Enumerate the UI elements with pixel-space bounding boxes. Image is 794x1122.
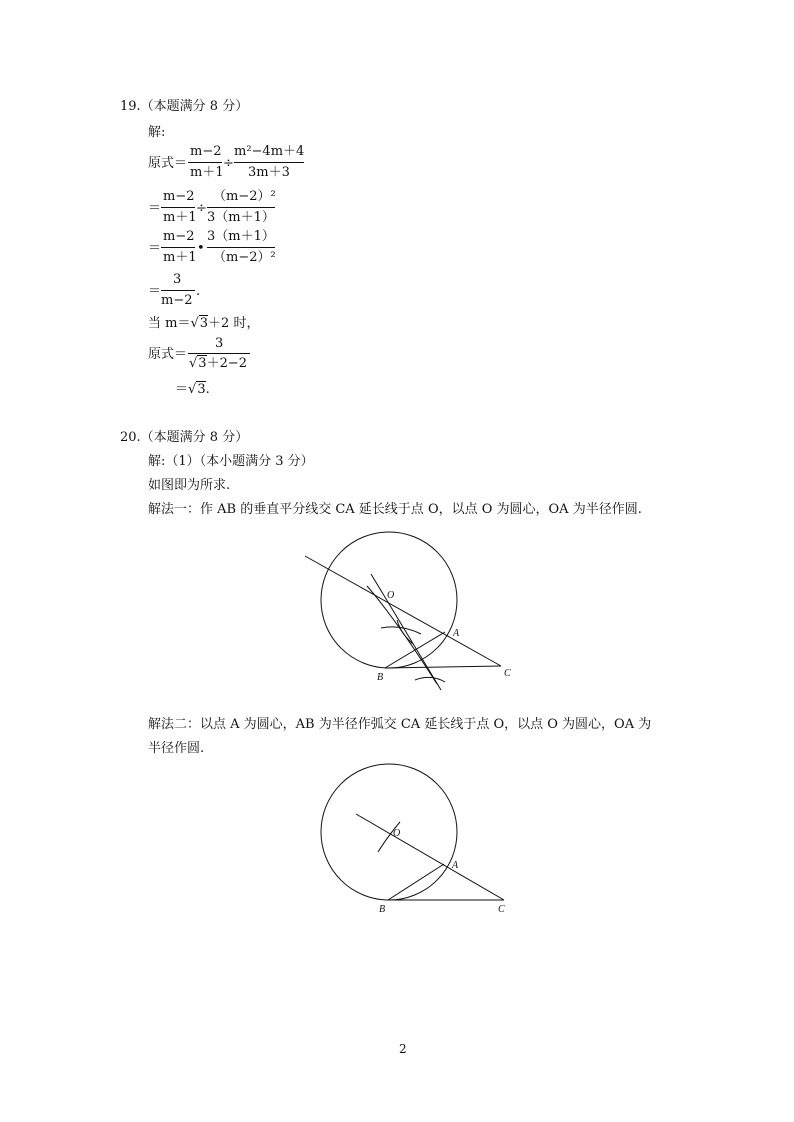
numerator: 3 (215, 336, 224, 351)
label-b: B (379, 904, 386, 915)
fraction (161, 273, 197, 309)
q20-as-shown: 如图即为所求. (148, 478, 231, 493)
sqrt (188, 383, 206, 396)
numerator: m²−4m＋4 (234, 144, 305, 159)
denominator-tail: ＋2−2 (206, 356, 248, 371)
multiply-operator: • (197, 241, 205, 256)
fraction-bar (207, 207, 275, 208)
label-a: A (452, 860, 459, 871)
fraction-bar (234, 162, 304, 163)
equals-sign: ＝ (148, 241, 162, 256)
numerator: m−2 (190, 144, 222, 159)
equals-sign: ＝ (148, 201, 162, 216)
circle-o (321, 764, 457, 900)
period: . (196, 284, 201, 299)
denominator: m＋1 (163, 210, 197, 225)
label-o: O (393, 828, 401, 839)
q20-part1-heading: 解:（1）（本小题满分 3 分） (148, 454, 314, 469)
fraction (188, 145, 224, 181)
fraction-bar (188, 353, 250, 354)
construction-figure-1 (295, 528, 525, 698)
divide-operator: ÷ (196, 201, 207, 216)
numerator: m−2 (163, 229, 195, 244)
label-c: C (498, 904, 505, 915)
line-ca-extended (356, 814, 504, 900)
denominator: m＋1 (190, 165, 224, 180)
denominator (189, 357, 247, 370)
fraction-bar (188, 162, 222, 163)
denominator: （m−2）² (213, 250, 276, 265)
q19-result (175, 383, 210, 396)
sqrt (189, 357, 207, 370)
fraction-bar (161, 290, 195, 291)
label-b: B (377, 672, 384, 683)
when-m-equals (148, 317, 259, 330)
radical-sign-icon: √ (188, 382, 197, 397)
sqrt (190, 317, 208, 330)
page-number: 2 (399, 1042, 407, 1056)
denominator: 3（m＋1） (207, 210, 275, 225)
q20-method2-line2: 半径作圆. (148, 741, 205, 756)
fraction-bar (161, 247, 195, 248)
fraction-bar (161, 207, 195, 208)
radical-sign-icon: √ (189, 356, 198, 371)
when-prefix: 当 m＝ (148, 316, 191, 331)
period: . (205, 382, 210, 397)
q19-heading: 19.（本题满分 8 分） (120, 99, 249, 114)
denominator: m−2 (161, 293, 193, 308)
radicand: 3 (197, 382, 206, 397)
fraction (207, 230, 277, 266)
equals-sign: ＝ (148, 284, 162, 299)
denominator: 3m＋3 (248, 165, 290, 180)
radicand: 3 (199, 316, 209, 331)
label-a: A (453, 628, 460, 639)
q19-jie: 解: (148, 125, 166, 140)
numerator: m−2 (163, 189, 195, 204)
numerator: （m−2）² (213, 189, 276, 204)
divide-operator: ÷ (223, 156, 234, 171)
construction-arc (415, 677, 445, 682)
fraction (161, 230, 197, 266)
numerator: 3（m＋1） (207, 229, 275, 244)
q19-original-label-2: 原式＝ (148, 347, 188, 362)
q20-method2-line1: 解法二：以点 A 为圆心，AB 为半径作弧交 CA 延长线于点 O，以点 O 为圆心，OA 为 (148, 717, 652, 732)
fraction-bar (207, 247, 275, 248)
q20-method1: 解法一：作 AB 的垂直平分线交 CA 延长线于点 O，以点 O 为圆心，OA 为半径作圆. (148, 502, 642, 517)
fraction (234, 145, 306, 181)
label-c: C (504, 668, 511, 679)
fraction (188, 337, 252, 373)
denominator: m＋1 (163, 250, 197, 265)
line-ca-extended (305, 556, 501, 666)
radicand: 3 (198, 356, 207, 371)
label-o: O (387, 590, 395, 601)
fraction (207, 190, 277, 226)
radical-sign-icon: √ (190, 316, 199, 331)
fraction (161, 190, 197, 226)
result-equals: ＝ (175, 382, 189, 397)
construction-arc (367, 586, 437, 684)
construction-figure-2 (300, 760, 530, 920)
q19-original-label: 原式＝ (148, 156, 188, 171)
numerator: 3 (173, 272, 182, 287)
when-suffix: ＋2 时， (208, 316, 260, 331)
q20-heading: 20.（本题满分 8 分） (120, 430, 249, 445)
